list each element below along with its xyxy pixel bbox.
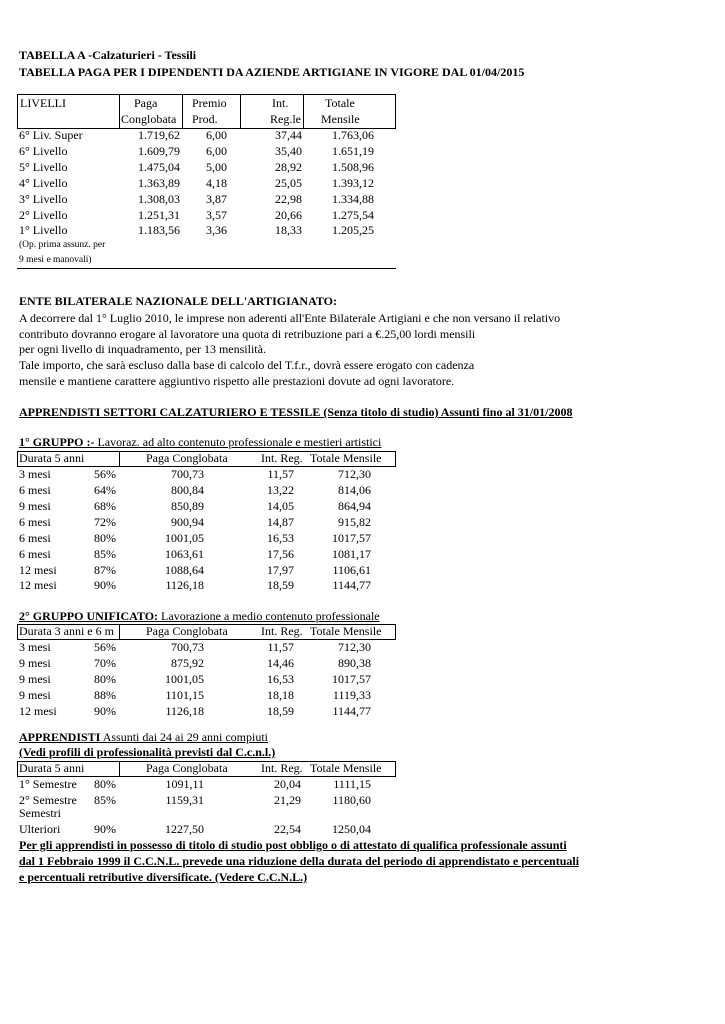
gruppo1-title: 1° GRUPPO :- Lavoraz. ad alto contenuto professionale e mestieri artistici: [19, 435, 382, 449]
ente-title: ENTE BILATERALE NAZIONALE DELL'ARTIGIANATO:: [19, 294, 337, 308]
header-totale: Totale Mensile: [310, 761, 382, 775]
livelli-note: 9 mesi e manovali): [19, 255, 92, 265]
header-int: Int.: [272, 96, 289, 110]
ente-line: mensile e mantiene carattere aggiuntivo rispetto alle prestazioni dovute ad ogni lavoratore.: [19, 374, 455, 388]
header-paga: Paga Conglobata: [146, 451, 228, 465]
ente-line: Tale importo, che sarà escluso dalla base di calcolo del T.f.r., dovrà essere erogato con cadenza: [19, 358, 475, 372]
ente-line: contributo dovranno erogare al lavoratore una quota di retribuzione pari a €.25,00 lordi mensili: [19, 327, 476, 341]
semestri-label: Semestri: [19, 806, 61, 820]
header-totale: Totale: [325, 96, 355, 110]
gruppo3-title: APPRENDISTI Assunti dai 24 ai 29 anni compiuti: [19, 730, 269, 744]
header-paga: Paga: [134, 96, 158, 110]
ente-line: A decorrere dal 1° Luglio 2010, le imprese non aderenti all'Ente Bilaterale Artigiani e che non versano il relativo: [19, 311, 561, 325]
footer-note: Per gli apprendisti in possesso di titolo di studio post obbligo o di attestato di qualifica professionale assunti: [19, 838, 567, 852]
header-livelli: LIVELLI: [20, 96, 66, 110]
doc-title: TABELLA A -Calzaturieri - Tessili: [19, 48, 197, 62]
ente-line: per ogni livello di inquadramento, per 13 mensilità.: [19, 342, 266, 356]
doc-subtitle: TABELLA PAGA PER I DIPENDENTI DA AZIENDE ARTIGIANE IN VIGORE DAL 01/04/2015: [19, 65, 525, 79]
header-paga: Paga Conglobata: [146, 624, 228, 638]
livelli-note: (Op. prima assunz. per: [19, 240, 106, 250]
header-int: Int. Reg.: [261, 451, 303, 465]
header-prod: Prod.: [192, 112, 218, 126]
header-regle: Reg.le: [270, 112, 301, 126]
gruppo2-title: 2° GRUPPO UNIFICATO: Lavorazione a medio contenuto professionale: [19, 609, 380, 623]
header-int: Int. Reg.: [261, 761, 303, 775]
header-paga: Paga Conglobata: [146, 761, 228, 775]
header-int: Int. Reg.: [261, 624, 303, 638]
gruppo3-subtitle: (Vedi profili di professionalità previsti dal C.c.n.l.): [19, 745, 276, 759]
header-durata: Durata 3 anni e 6 m: [19, 624, 114, 638]
header-premio: Premio: [192, 96, 227, 110]
header-durata: Durata 5 anni: [19, 761, 85, 775]
header-totale: Totale Mensile: [310, 624, 382, 638]
apprendisti-title: APPRENDISTI SETTORI CALZATURIERO E TESSILE (Senza titolo di studio) Assunti fino al 31/01/2008: [19, 405, 573, 419]
header-totale: Totale Mensile: [310, 451, 382, 465]
header-mensile: Mensile: [321, 112, 360, 126]
footer-note: dal 1 Febbraio 1999 il C.C.N.L. prevede una riduzione della durata del periodo di apprendistato e percentuali: [19, 854, 580, 868]
footer-note: e percentuali retributive diversificate. (Vedere C.C.N.L.): [19, 870, 308, 884]
divider: [17, 268, 396, 269]
header-durata: Durata 5 anni: [19, 451, 85, 465]
header-conglobata: Conglobata: [121, 112, 177, 126]
